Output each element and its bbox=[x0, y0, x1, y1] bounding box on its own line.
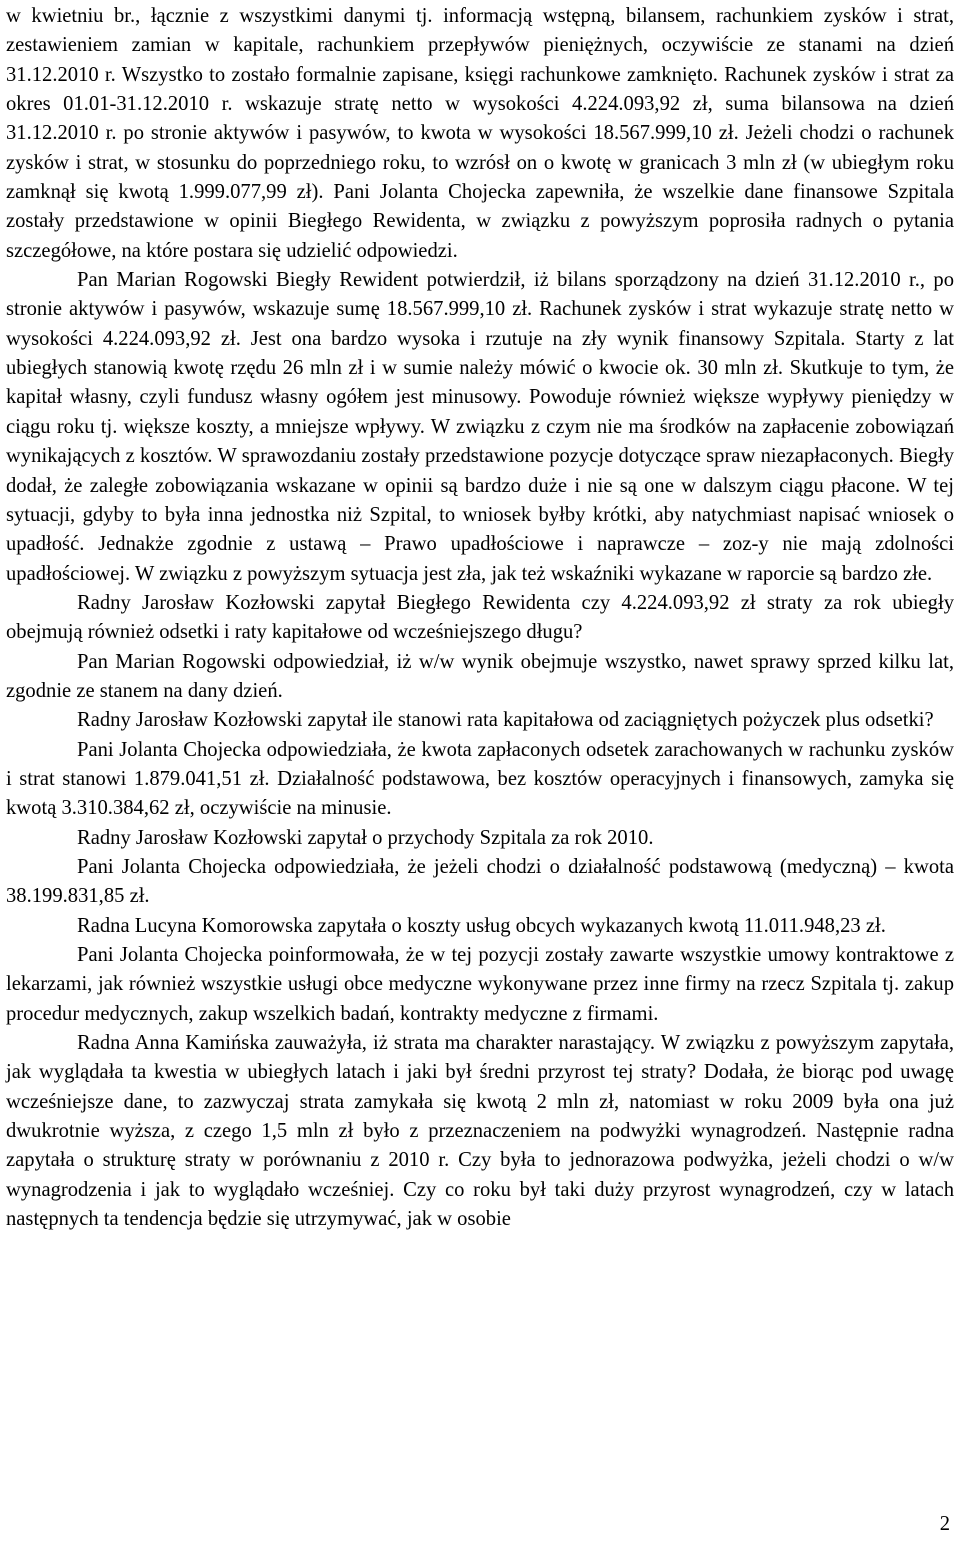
paragraph-5: Radny Jarosław Kozłowski zapytał ile stanowi rata kapitałowa od zaciągniętych pożyczek plus odsetki? bbox=[77, 709, 934, 732]
page-number: 2 bbox=[939, 1513, 950, 1535]
paragraph-9: Radna Lucyna Komorowska zapytała o koszty usług obcych wykazanych kwotą 11.011.948,23 zł. bbox=[77, 914, 886, 937]
paragraph-1: w kwietniu br., łącznie z wszystkimi danymi tj. informacją wstępną, bilansem, rachunkiem zysków i strat, zestawieniem zamian w kapitale, rachunkiem przepływów pieniężnych, oczywiście ze stanami na dzień 31.12.2010 r. Wszystko to zostało formalnie zapisane, księgi rachunkowe zamknięto. Rachunek zysków i strat za okres 01.01-31.12.2010 r. wskazuje stratę netto w wysokości 4.224.093,92 zł, suma bilansowa na dzień 31.12.2010 r. po stronie aktywów i pasywów, to kwota w wysokości 18.567.999,10 zł. Jeżeli chodzi o rachunek zysków i strat, w stosunku do poprzedniego roku, to wzrósł on o kwotę w granicach 3 mln zł (w ubiegłym roku zamknął się kwotą 1.999.077,99 zł). Pani Jolanta Chojecka zapewniła, że wszelkie dane finansowe Szpitala zostały przedstawione w opinii Biegłego Rewidenta, w związku z powyższym poprosiła radnych o pytania szczegółowe, na które postara się udzielić odpowiedzi. bbox=[6, 5, 954, 262]
paragraph-2: Pan Marian Rogowski Biegły Rewident potwierdził, iż bilans sporządzony na dzień 31.12.2010 r., po stronie aktywów i pasywów, wskazuje sumę 18.567.999,10 zł. Rachunek zysków i strat wykazuje stratę netto w wysokości 4.224.093,92 zł. Jest ona bardzo wysoka i rzutuje na zły wynik finansowy Szpitala. Starty z lat ubiegłych stanowią kwotę rzędu 26 mln zł i w sumie należy mówić o kwocie ok. 30 mln zł. Skutkuje to tym, że kapitał własny, czyli fundusz własny ogółem jest minusowy. Powoduje również większe wypływy pieniędzy w ciągu roku tj. większe koszty, a mniejsze wpływy. W związku z czym nie ma środków na zapłacenie zobowiązań wynikających z kosztów. W sprawozdaniu zostały przedstawione pozycje dotyczące spraw niezapłaconych. Biegły dodał, że zaległe zobowiązania wskazane w opinii są bardzo duże i nie są one w dalszym ciągu płacone. W tej sytuacji, gdyby to była inna jednostka niż Szpital, to wniosek byłby krótki, aby natychmiast napisać wniosek o upadłość. Jednakże zgodnie z ustawą – Prawo upadłościowe i naprawcze – zoz-y nie mają zdolności upadłościowej. W związku z powyższym sytuacja jest zła, jak też wskaźniki wykazane w raporcie są bardzo złe. bbox=[6, 269, 954, 585]
paragraph-8: Pani Jolanta Chojecka odpowiedziała, że jeżeli chodzi o działalność podstawową (medyczną) – kwota 38.199.831,85 zł. bbox=[6, 855, 954, 908]
paragraph-7: Radny Jarosław Kozłowski zapytał o przychody Szpitala za rok 2010. bbox=[77, 826, 654, 849]
paragraph-11: Radna Anna Kamińska zauważyła, iż strata ma charakter narastający. W związku z powyższym zapytała, jak wyglądała ta kwestia w ubiegłych latach i jaki był średni przyrost tej straty? Dodała, że biorąc pod uwagę wcześniejsze dane, to zazwyczaj strata zamykała się kwotą 2 mln zł, natomiast w roku 2009 była ona już dwukrotnie wyższa, z czego 1,5 mln zł było z przeznaczeniem na podwyżki wynagrodzeń. Następnie radna zapytała o strukturę straty w porównaniu z 2010 r. Czy była to jednorazowa podwyżka, jeżeli chodzi o w/w wynagrodzenia i jak to wyglądało wcześniej. Czy co roku był taki duży przyrost wynagrodzeń, czy w latach następnych ta tendencja będzie się utrzymywać, jak w osobie bbox=[6, 1032, 954, 1231]
paragraph-3: Radny Jarosław Kozłowski zapytał Biegłego Rewidenta czy 4.224.093,92 zł straty za rok ubiegły obejmują również odsetki i raty kapitałowe od wcześniejszego długu? bbox=[6, 591, 954, 644]
paragraph-4: Pan Marian Rogowski odpowiedział, iż w/w wynik obejmuje wszystko, nawet sprawy sprzed kilku lat, zgodnie ze stanem na dany dzień. bbox=[6, 650, 954, 702]
paragraph-10: Pani Jolanta Chojecka poinformowała, że w tej pozycji zostały zawarte wszystkie umowy kontraktowe z lekarzami, jak również wszystkie usługi obce medyczne wykonywane przez inne firmy na rzecz Szpitala tj. zakup procedur medycznych, zakup wszelkich badań, kontrakty medyczne z firmami. bbox=[6, 944, 954, 1025]
paragraph-6: Pani Jolanta Chojecka odpowiedziała, że kwota zapłaconych odsetek zarachowanych w rachunku zysków i strat stanowi 1.879.041,51 zł. Działalność podstawowa, bez kosztów operacyjnych i finansowych, zamyka się kwotą 3.310.384,62 zł, oczywiście na minusie. bbox=[6, 738, 954, 820]
